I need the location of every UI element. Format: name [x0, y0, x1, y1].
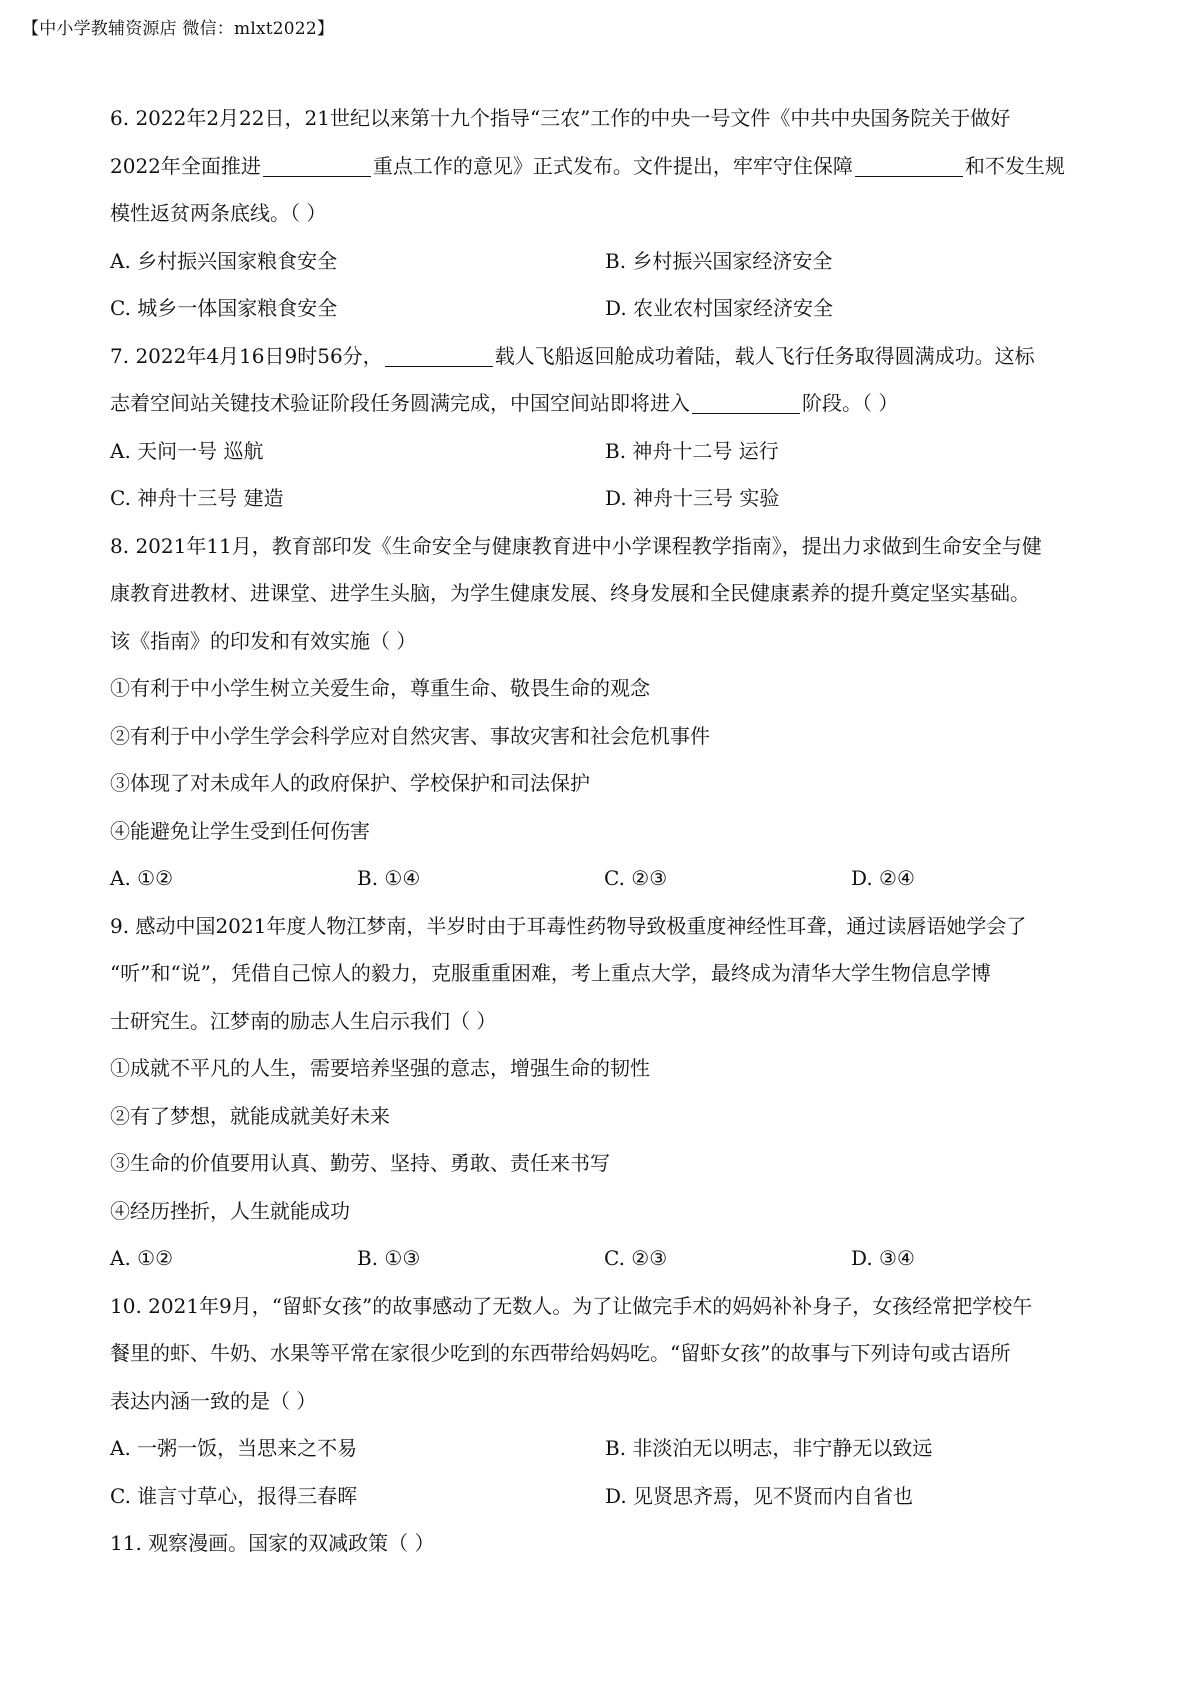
- q8-line-2: 康教育进教材、进课堂、进学生头脑，为学生健康发展、终身发展和全民健康素养的提升奠定坚实基础。: [110, 581, 1030, 605]
- q10-option-b[interactable]: B. 非淡泊无以明志，非宁静无以致远: [605, 1436, 933, 1460]
- q6-line-3: 模性返贫两条底线。（ ）: [110, 201, 327, 225]
- q6-line-1: 6. 2022年2月22日，21世纪以来第十九个指导“三农”工作的中央一号文件《中共中央国务院关于做好: [110, 106, 1011, 130]
- q7-text: 载人飞船返回舱成功着陆，载人飞行任务取得圆满成功。这标: [494, 343, 1035, 368]
- q9-statement-4: ④经历挫折，人生就能成功: [110, 1198, 350, 1223]
- q9-statement-1: ①成就不平凡的人生，需要培养坚强的意志，增强生命的韧性: [110, 1056, 650, 1080]
- document-body: [110, 95, 1100, 1568]
- q10-line-1: 10. 2021年9月，“留虾女孩”的故事感动了无数人。为了让做完手术的妈妈补补身子，女孩经常把学校午: [110, 1293, 1033, 1318]
- q9-option-d[interactable]: D. ③④: [851, 1246, 915, 1270]
- q7-line-2: [110, 380, 1100, 428]
- q10-option-c[interactable]: C. 谁言寸草心，报得三春晖: [110, 1483, 358, 1508]
- q6-options-row-1: [110, 238, 1100, 286]
- q9-line-1: 9. 感动中国2021年度人物江梦南，半岁时由于耳毒性药物导致极重度神经性耳聋，通过读唇语她学会了: [110, 913, 1027, 938]
- q10-line-2: 餐里的虾、牛奶、水果等平常在家很少吃到的东西带给妈妈吃。“留虾女孩”的故事与下列诗句或古语所: [110, 1341, 1011, 1365]
- q6-option-c[interactable]: C. 城乡一体国家粮食安全: [110, 296, 338, 320]
- answer-blank: [385, 365, 493, 367]
- q7-option-c[interactable]: C. 神舟十三号 建造: [110, 486, 284, 510]
- q8-statement-4: ④能避免让学生受到任何伤害: [110, 818, 370, 843]
- q11-line-1: 11. 观察漫画。国家的双减政策（ ）: [110, 1531, 435, 1555]
- q10-option-a[interactable]: A. 一粥一饭，当思来之不易: [110, 1436, 358, 1460]
- answer-blank: [692, 412, 800, 414]
- q8-line-1: 8. 2021年11月，教育部印发《生命安全与健康教育进中小学课程教学指南》，提出力求做到生命安全与健: [110, 533, 1042, 558]
- q9-option-c[interactable]: C. ②③: [604, 1246, 668, 1270]
- answer-blank: [855, 175, 963, 177]
- q9-line-3: 士研究生。江梦南的励志人生启示我们（ ）: [110, 1008, 497, 1033]
- q9-options-row: [110, 1235, 1100, 1283]
- q6-text: 2022年全面推进: [110, 153, 261, 178]
- q6-text: 和不发生规: [964, 153, 1065, 178]
- q8-options-row: [110, 855, 1100, 903]
- q9-statement-2: ②有了梦想，就能成就美好未来: [110, 1103, 390, 1128]
- q6-text: 重点工作的意见》正式发布。文件提出，牢牢守住保障: [372, 153, 853, 178]
- q9-option-a[interactable]: A. ①②: [110, 1246, 174, 1270]
- q8-statement-3: ③体现了对未成年人的政府保护、学校保护和司法保护: [110, 771, 590, 795]
- q7-text: 志着空间站关键技术验证阶段任务圆满完成，中国空间站即将进入: [110, 391, 690, 415]
- q9-option-b[interactable]: B. ①③: [357, 1246, 421, 1270]
- q8-option-d[interactable]: D. ②④: [851, 866, 915, 890]
- answer-blank: [263, 175, 371, 177]
- q6-line-2: [110, 143, 1100, 191]
- q7-option-b[interactable]: B. 神舟十二号 运行: [605, 438, 779, 463]
- q7-text: 7. 2022年4月16日9时56分，: [110, 343, 383, 368]
- q8-line-3: 该《指南》的印发和有效实施（ ）: [110, 628, 417, 653]
- q7-options-row-1: [110, 428, 1100, 476]
- q8-option-a[interactable]: A. ①②: [110, 866, 174, 890]
- q8-statement-2: ②有利于中小学生学会科学应对自然灾害、事故灾害和社会危机事件: [110, 723, 710, 748]
- q10-options-row-1: [110, 1425, 1100, 1473]
- q6-options-row-2: [110, 285, 1100, 333]
- q6-option-d[interactable]: D. 农业农村国家经济安全: [605, 296, 834, 320]
- q8-statement-1: ①有利于中小学生树立关爱生命，尊重生命、敬畏生命的观念: [110, 676, 650, 700]
- q9-line-2: “听”和“说”，凭借自己惊人的毅力，克服重重困难，考上重点大学，最终成为清华大学生物信息学博: [110, 961, 991, 985]
- q7-option-a[interactable]: A. 天问一号 巡航: [110, 438, 264, 463]
- q7-line-1: [110, 333, 1100, 381]
- q8-option-b[interactable]: B. ①④: [357, 866, 421, 890]
- q7-text: 阶段。（ ）: [802, 391, 899, 415]
- q8-option-c[interactable]: C. ②③: [604, 866, 668, 890]
- watermark-header: 【中小学教辅资源店 微信：mlxt2022】: [22, 19, 335, 39]
- q10-option-d[interactable]: D. 见贤思齐焉，见不贤而内自省也: [605, 1483, 914, 1508]
- q6-option-a[interactable]: A. 乡村振兴国家粮食安全: [110, 248, 338, 273]
- q7-options-row-2: [110, 475, 1100, 523]
- q9-statement-3: ③生命的价值要用认真、勤劳、坚持、勇敢、责任来书写: [110, 1151, 610, 1175]
- q6-option-b[interactable]: B. 乡村振兴国家经济安全: [605, 248, 833, 273]
- q10-line-3: 表达内涵一致的是（ ）: [110, 1388, 317, 1413]
- q7-option-d[interactable]: D. 神舟十三号 实验: [605, 486, 780, 510]
- q10-options-row-2: [110, 1473, 1100, 1521]
